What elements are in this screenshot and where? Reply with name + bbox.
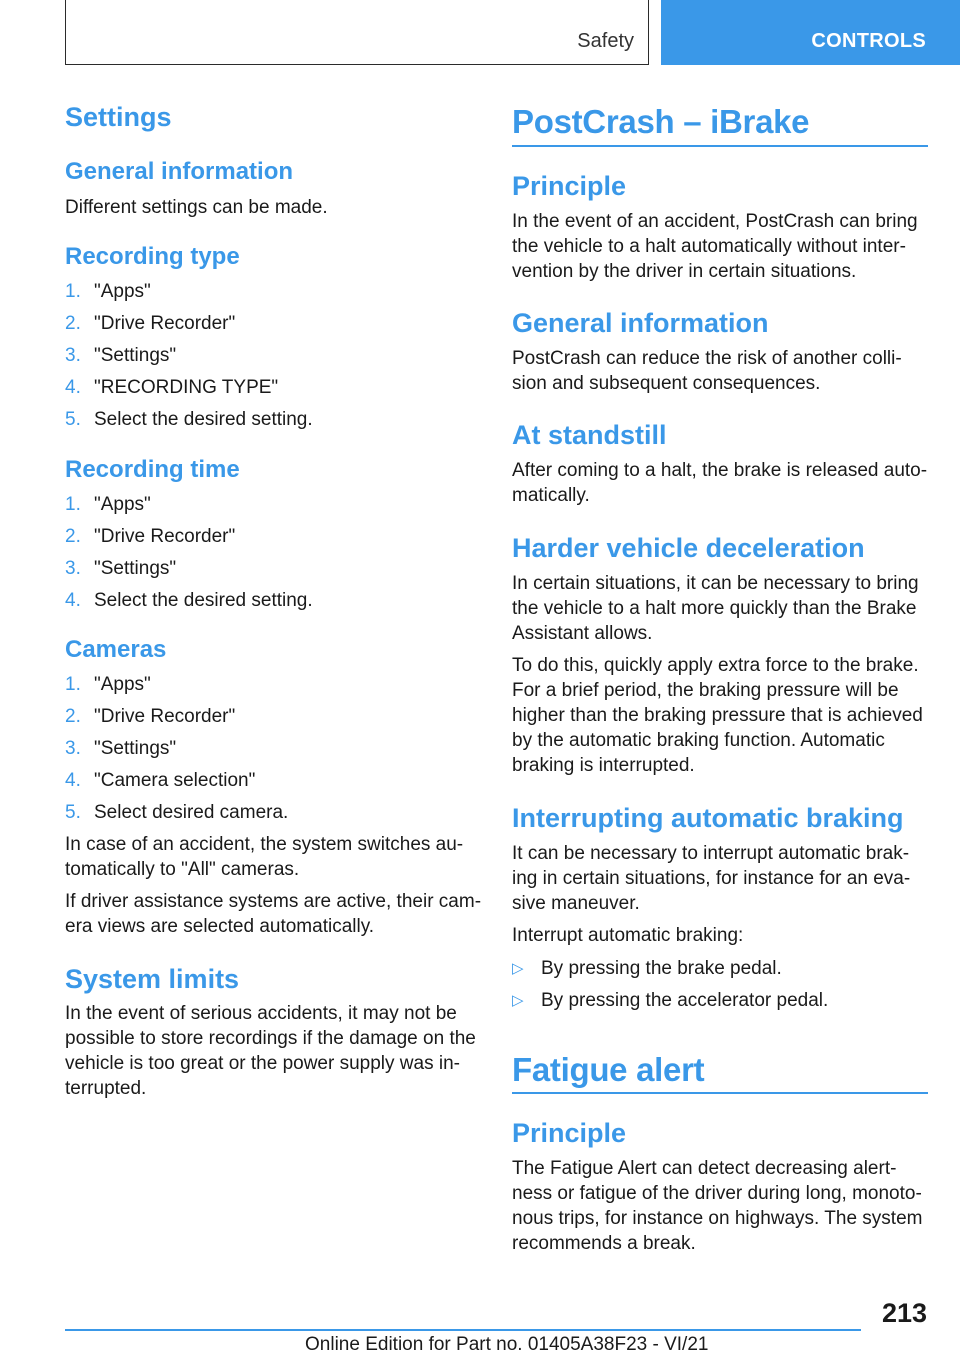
- heading-rule: [512, 145, 928, 147]
- recording-type-heading: Recording type: [65, 243, 240, 270]
- principle-text: In the event of an accident, PostCrash can bring the vehicle to a halt automatically without inter‐ vention by the driver in certain situations.: [512, 211, 918, 282]
- standstill-text: After coming to a halt, the brake is released auto‐ matically.: [512, 460, 928, 506]
- harder-deceleration-heading: Harder vehicle deceleration: [512, 533, 865, 563]
- fatigue-principle-text: The Fatigue Alert can detect decreasing alert‐ ness or fatigue of the driver during long, monoto‐ nous trips, for instance on highways. The system recommends a break.: [512, 1158, 923, 1254]
- edition-footer: Online Edition for Part no. 01405A38F23 - VI/21: [305, 1334, 709, 1355]
- harder-deceleration-text: In certain situations, it can be necessary to bring the vehicle to a halt more quickly than the Brake Assistant allows.: [512, 573, 919, 644]
- section-tab: [65, 0, 649, 65]
- fatigue-principle-heading: Principle: [512, 1118, 627, 1148]
- triangle-bullet-icon: ▷: [512, 992, 524, 1009]
- general-info-text: Different settings can be made.: [65, 197, 328, 218]
- chapter-tab-label: CONTROLS: [811, 30, 926, 52]
- standstill-heading: At standstill: [512, 420, 667, 450]
- harder-deceleration-text-2: To do this, quickly apply extra force to the brake. For a brief period, the braking pressure will be higher than the braking pressure that is achieved by the automatic braking function. Automatic braking is interrupted.: [512, 655, 923, 776]
- triangle-bullet-icon: ▷: [512, 960, 524, 977]
- footer-rule: [65, 1329, 861, 1331]
- settings-heading: Settings: [65, 102, 172, 132]
- general-info-text-right: PostCrash can reduce the risk of another colli‐ sion and subsequent consequences.: [512, 348, 902, 394]
- interrupt-braking-text: It can be necessary to interrupt automatic brak‐ ing in certain situations, for instance for an eva‐ sive maneuver.: [512, 843, 911, 914]
- principle-heading: Principle: [512, 171, 627, 201]
- interrupt-braking-intro: Interrupt automatic braking:: [512, 925, 744, 946]
- chapter-tab: [661, 0, 960, 65]
- interrupt-braking-heading: Interrupting automatic braking: [512, 803, 904, 833]
- fatigue-alert-heading: Fatigue alert: [512, 1051, 705, 1088]
- recording-time-heading: Recording time: [65, 456, 240, 483]
- heading-rule: [512, 1092, 928, 1094]
- general-info-heading-right: General information: [512, 308, 769, 338]
- postcrash-heading: PostCrash – iBrake: [512, 103, 810, 140]
- cameras-note-assistance: If driver assistance systems are active, their cam‐ era views are selected automatically.: [65, 891, 482, 937]
- page-number: 213: [882, 1298, 928, 1328]
- system-limits-text: In the event of serious accidents, it may not be possible to store recordings if the damage on the vehicle is too great or the power supply was in‐ terrupted.: [65, 1003, 476, 1099]
- general-info-heading: General information: [65, 158, 294, 185]
- cameras-note-accident: In case of an accident, the system switches au‐ tomatically to "All" cameras.: [65, 834, 464, 880]
- system-limits-heading: System limits: [65, 964, 240, 994]
- cameras-heading: Cameras: [65, 636, 167, 663]
- section-tab-label: Safety: [577, 30, 634, 52]
